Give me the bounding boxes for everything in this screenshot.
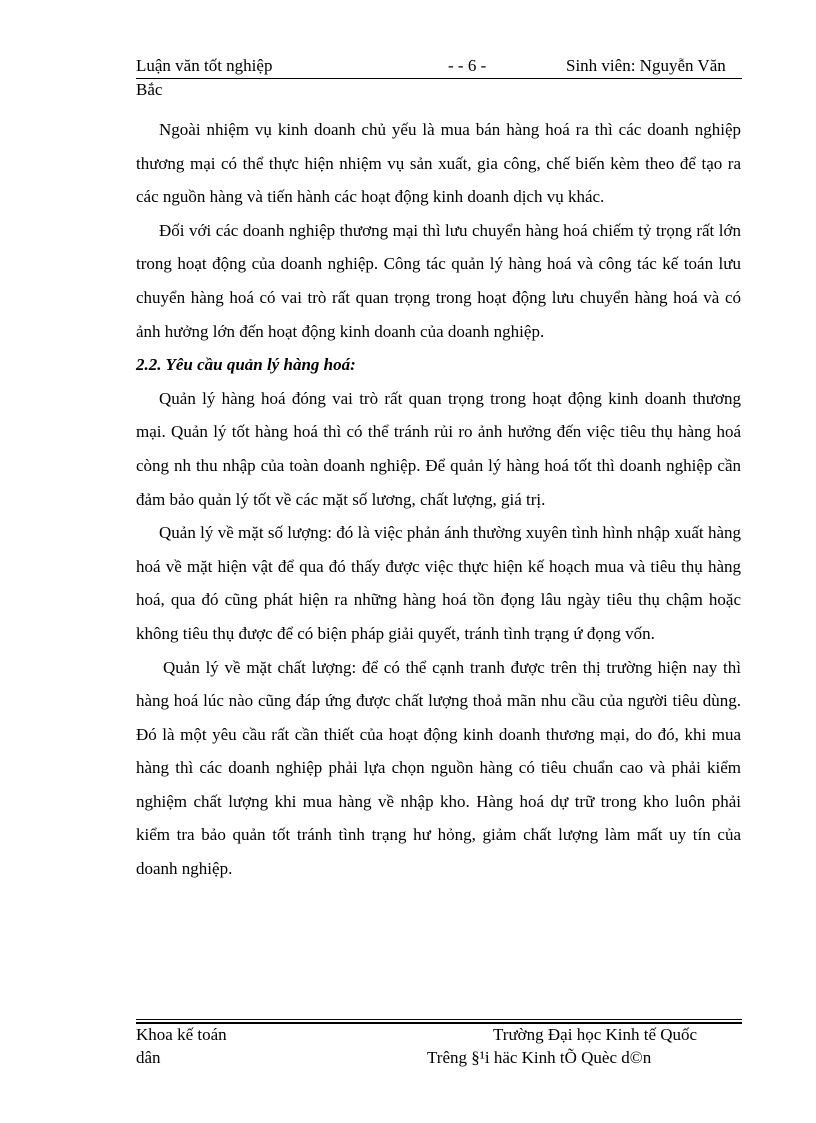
header-page-number: - - 6 - [448,56,487,75]
paragraph: Quản lý hàng hoá đóng vai trò rất quan trọng trong hoạt động kinh doanh thương mại. Quản lý tốt hàng hoá thì có thể tránh rủi ro ảnh hưởng đến việc tiêu thụ hàng hoá còng nh thu nhập của toàn doanh nghiệp. Để quản lý hàng hoá tốt thì doanh nghiệp cần đảm bảo quản lý tốt về các mặt số lương, chất lượng, giá trị. [136,388,741,509]
paragraph: Quản lý về mặt số lượng: đó là việc phản ánh thường xuyên tình hình nhập xuất hàng hoá về mặt hiện vật để qua đó thấy được việc thực hiện kế hoạch mua và tiêu thụ hàng hoá, qua đó cũng phát hiện ra những hàng hoá tồn đọng lâu ngày tiêu thụ chậm hoặc không tiêu thụ được để có biện pháp giải quyết, tránh tình trạng ứ đọng vốn. [136,523,741,643]
footer-rule [136,1019,742,1020]
footer-university-continued: dân [136,1048,161,1067]
header-thesis-title: Luận văn tốt nghiệp [136,56,273,75]
header-rule [136,78,742,79]
footer-faculty: Khoa kế toán [136,1025,227,1044]
footer-university: Trường Đại học Kinh tế Quốc [493,1025,698,1044]
footer-rule-thick [136,1022,742,1024]
page-footer-line-1 [136,1025,742,1047]
paragraph: Quản lý về mặt chất lượng: để có thể cạnh tranh được trên thị trường hiện nay thì hàng hoá lúc nào cũng đáp ứng được chất lượng thoả mãn nhu cầu của người tiêu dùng. Đó là một yêu cầu rất cần thiết của hoạt động kinh doanh thương mại, do đó, khi mua hàng thì các doanh nghiệp phải lựa chọn nguồn hàng có tiêu chuẩn cao và phải kiểm nghiệm chất lượng khi mua hàng về nhập kho. Hàng hoá dự trữ trong kho luôn phải kiểm tra bảo quản tốt tránh tình trạng hư hỏng, giảm chất lượng làm mất uy tín của doanh nghiệp. [136,657,741,879]
header-student-name-continued: Bắc [136,80,163,99]
footer-garbled-university: Trêng §¹i häc Kinh tÕ Quèc d©n [427,1048,652,1067]
page-footer-line-2 [136,1048,742,1070]
section-heading: 2.2. Yêu cầu quản lý hàng hoá: [136,355,356,375]
header-student-name: Sinh viên: Nguyễn Văn [566,56,726,75]
page-header [136,56,742,78]
paragraph: Ngoài nhiệm vụ kinh doanh chủ yếu là mua bán hàng hoá ra thì các doanh nghiệp thương mại có thể thực hiện nhiệm vụ sản xuất, gia công, chế biến kèm theo để tạo ra các nguồn hàng và tiến hành các hoạt động kinh doanh dịch vụ khác. [136,120,741,207]
paragraph: Đối với các doanh nghiệp thương mại thì lưu chuyển hàng hoá chiếm tỷ trọng rất lớn trong hoạt động của doanh nghiệp. Công tác quản lý hàng hoá và công tác kế toán lưu chuyển hàng hoá có vai trò rất quan trọng trong hoạt động lưu chuyển hàng hoá và có ảnh hưởng lớn đến hoạt động kinh doanh của doanh nghiệp. [136,220,741,341]
body-text [136,113,741,886]
